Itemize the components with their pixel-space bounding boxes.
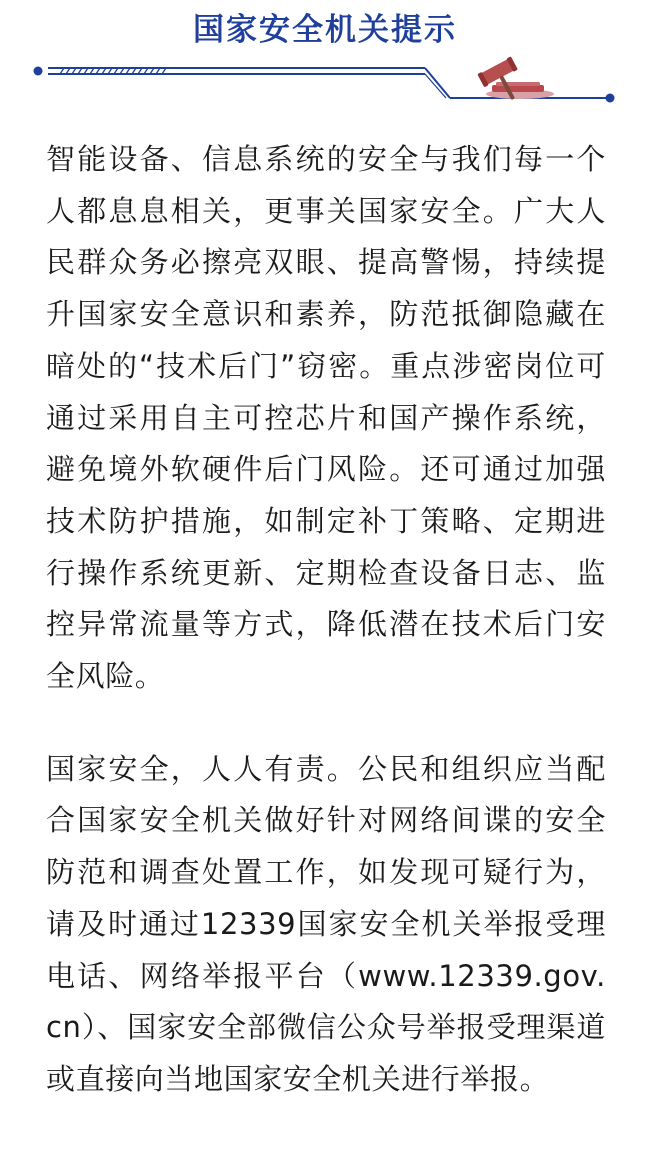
notice-body <box>46 134 606 1106</box>
page-title: 国家安全机关提示 <box>193 12 457 48</box>
notice-paragraph: 国家安全，人人有责。公民和组织应当配合国家安全机关做好针对网络间谍的安全防范和调查处置工作，如发现可疑行为，请及时通过12339国家安全机关举报受理电话、网络举报平台（www.12339.gov.cn）、国家安全部微信公众号举报受理渠道或直接向当地国家安全机关进行举报。 <box>46 751 606 1096</box>
notice-paragraph: 智能设备、信息系统的安全与我们每一个人都息息相关，更事关国家安全。广大人民群众务必擦亮双眼、提高警惕，持续提升国家安全意识和素养，防范抵御隐藏在暗处的“技术后门”窃密。重点涉密岗位可通过采用自主可控芯片和国产操作系统，避免境外软硬件后门风险。还可通过加强技术防护措施，如制定补丁策略、定期进行操作系统更新、定期检查设备日志、监控异常流量等方式，降低潜在技术后门安全风险。 <box>46 142 606 694</box>
header-divider <box>30 52 620 112</box>
gavel-icon <box>477 56 554 108</box>
